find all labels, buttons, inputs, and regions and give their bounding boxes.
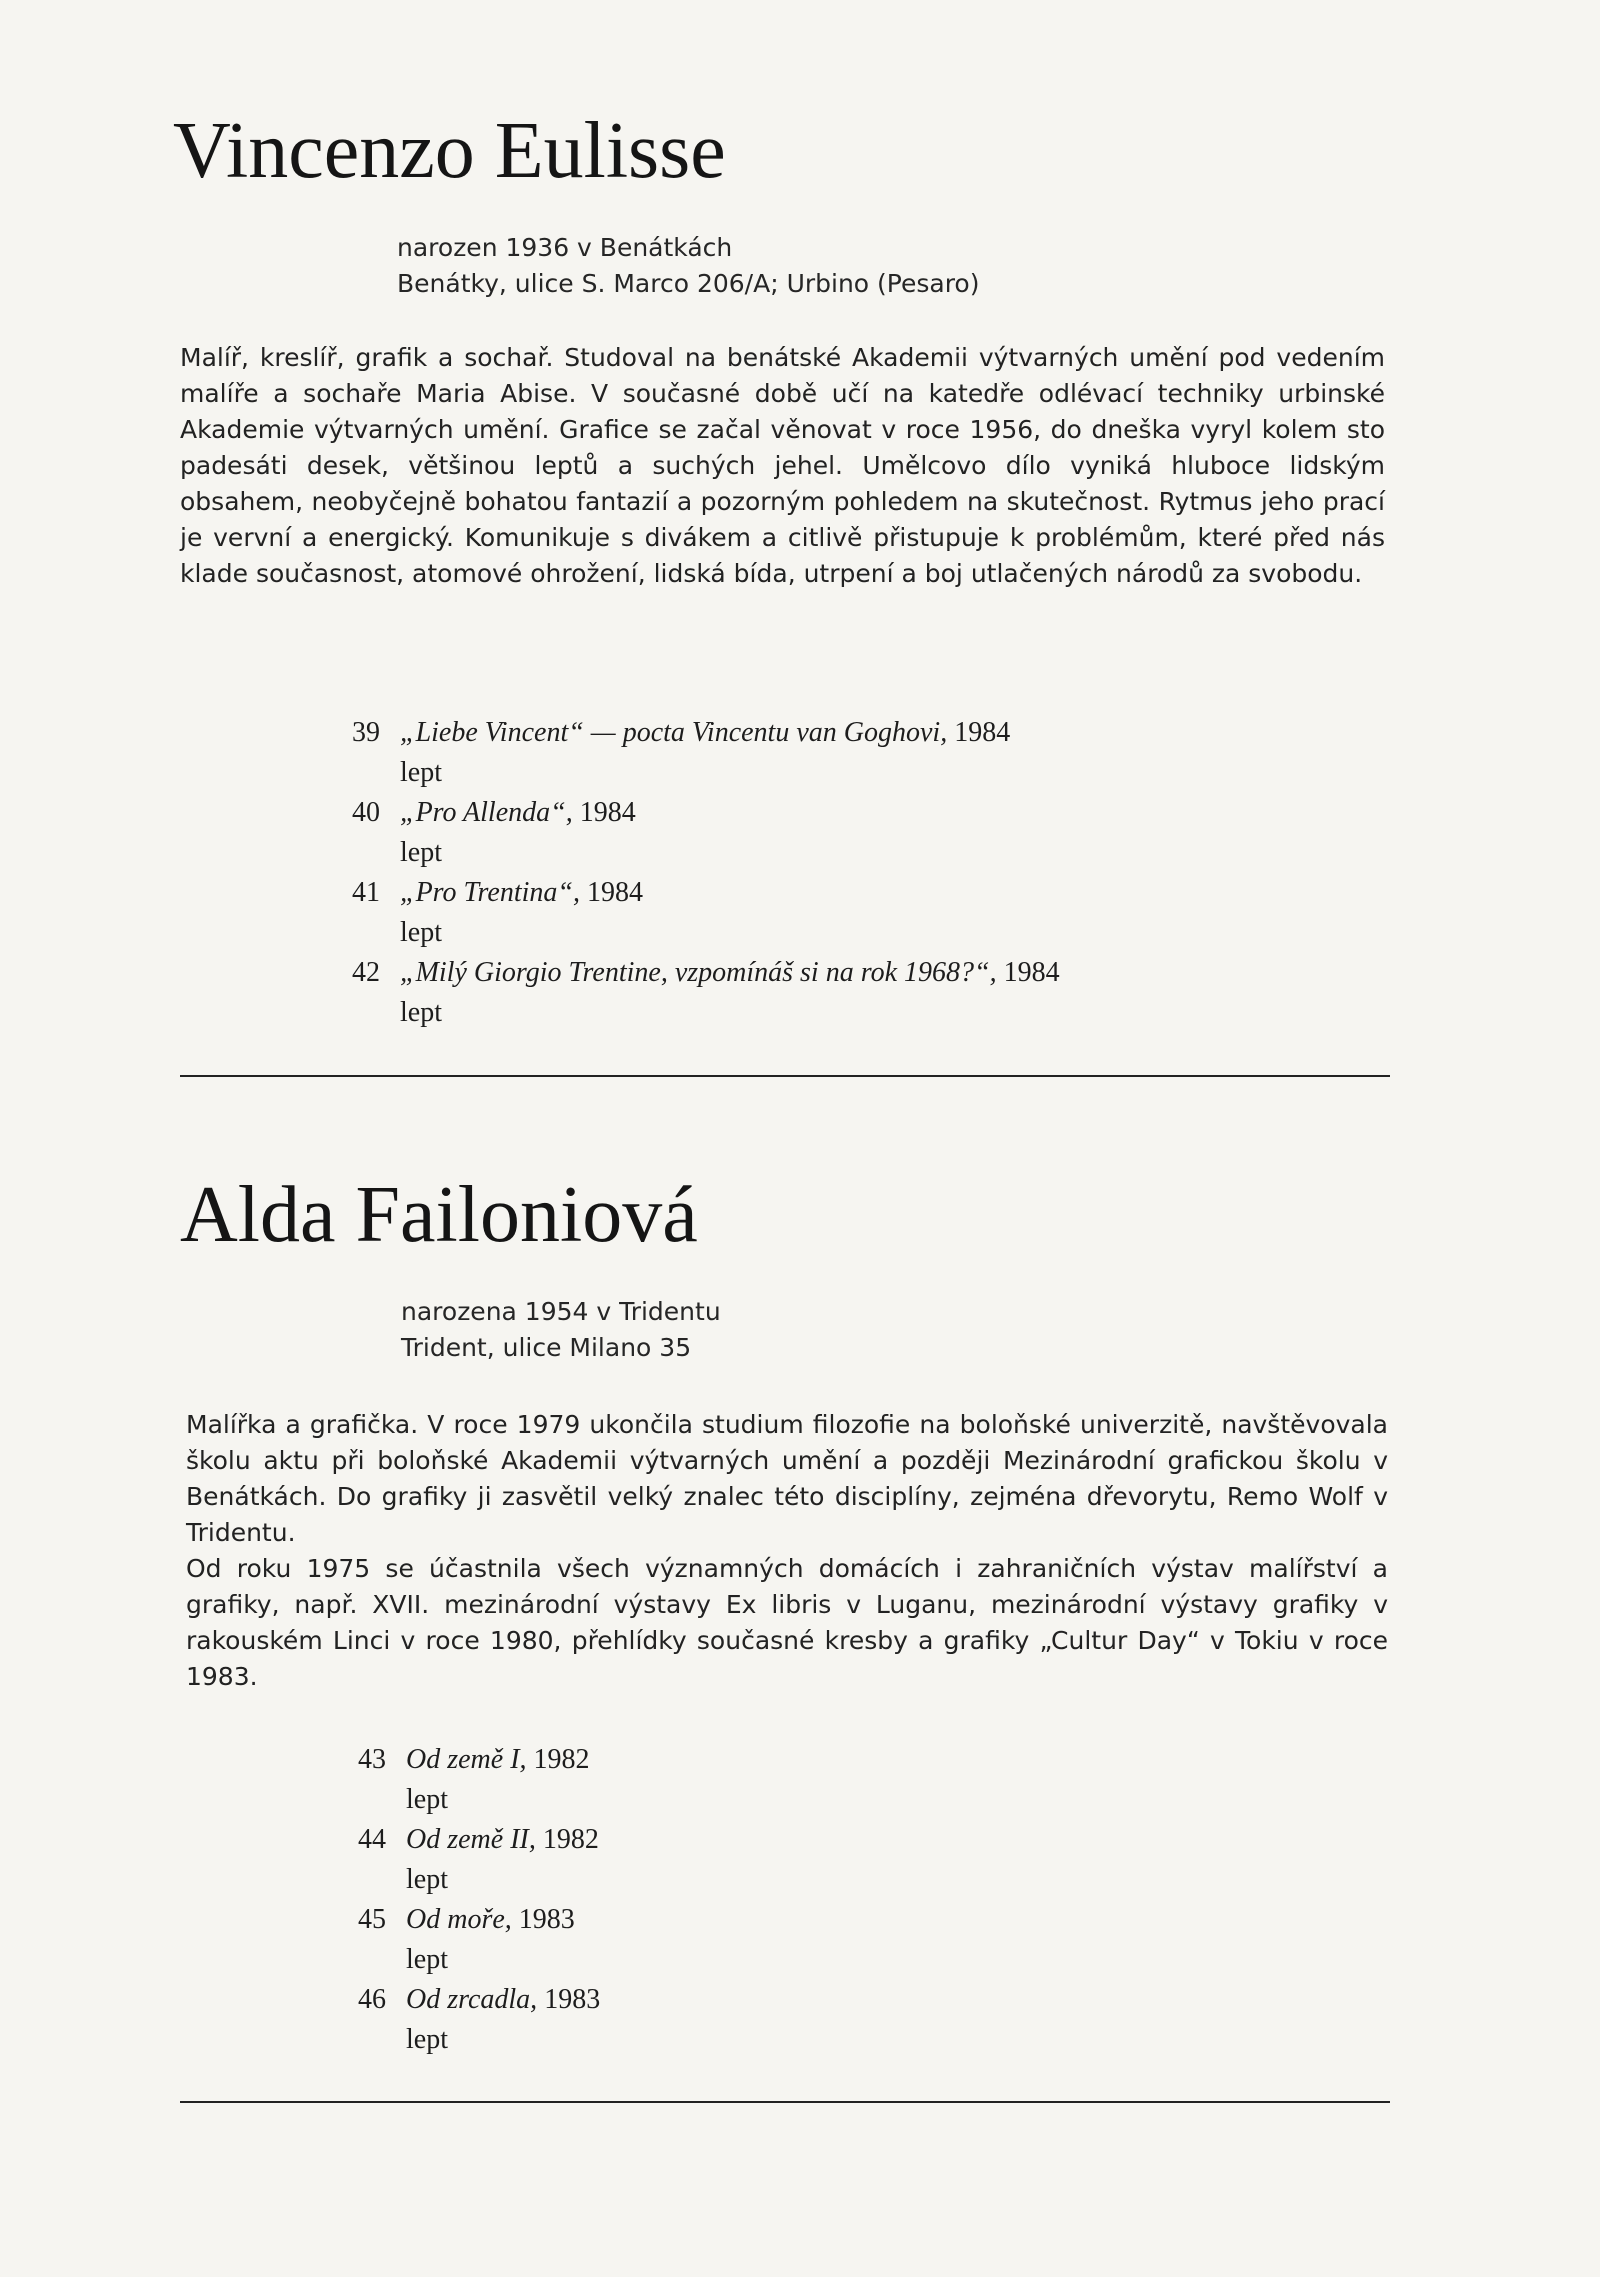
work-number: 41 [352,877,380,908]
work-title: Od zrcadla, [406,1984,538,2015]
artist-description: Malíř, kreslíř, grafik a sochař. Studoval na benátské Akademii výtvarných umění pod vedením malíře a sochaře Maria Abise. V současné době učí na katedře odlévací techniky urbinské Akademie výtvarných umění. Grafice se začal věnovat v roce 1956, do dneška vyryl kolem sto padesáti desek, většinou leptů a suchých jehel. Umělcovo dílo vyniká hluboce lidským obsahem, neobyčejně bohatou fantazií a pozorným pohledem na skutečnost. Rytmus jeho prací je vervní a energický. Komunikuje s divákem a citlivě přistupuje k problémům, které před nás klade současnost, atomové ohrožení, lidská bída, utrpení a boj utlačených národů za svobodu. [180,343,1385,588]
work-year: 1983 [544,1984,601,2015]
work-technique: lept [406,1944,448,1975]
work-technique: lept [406,1784,448,1815]
work-title: „Pro Trentina“, [400,877,580,908]
work-technique: lept [400,837,442,868]
work-number: 45 [358,1904,386,1935]
work-title: „Liebe Vincent“ — pocta Vincentu van Goghovi, [400,717,948,748]
work-year: 1983 [518,1904,575,1935]
work-item [320,873,1400,953]
address-line: Benátky, ulice S. Marco 206/A; Urbino (Pesaro) [397,269,980,298]
work-item [320,793,1400,873]
artist-name: Alda Failoniová [180,1171,698,1259]
work-year: 1982 [542,1824,599,1855]
work-number: 40 [352,797,380,828]
work-item [320,713,1400,793]
work-year: 1984 [1003,957,1060,988]
work-technique: lept [400,757,442,788]
works-list [326,1740,1386,2060]
work-number: 39 [352,717,380,748]
work-technique: lept [406,1864,448,1895]
section-divider [180,2101,1390,2103]
artist-name: Vincenzo Eulisse [173,107,726,195]
work-year: 1982 [533,1744,590,1775]
work-technique: lept [400,917,442,948]
work-year: 1984 [579,797,636,828]
work-title: Od země II, [406,1824,536,1855]
work-year: 1984 [586,877,643,908]
work-item [326,1740,1386,1820]
work-technique: lept [400,997,442,1028]
work-item [320,953,1400,1033]
work-item [326,1980,1386,2060]
artist-bio [397,230,979,302]
artist-bio [401,1294,721,1366]
birth-line: narozen 1936 v Benátkách [397,233,733,262]
work-number: 46 [358,1984,386,2015]
work-number: 42 [352,957,380,988]
artist-description: Malířka a grafička. V roce 1979 ukončila studium filozofie na boloňské univerzitě, navštěvovala školu aktu při boloňské Akademii výtvarných umění a později Mezinárodní grafickou školu v Benátkách. Do grafiky ji zasvětil velký znalec této disciplíny, zejména dřevorytu, Remo Wolf v Tridentu. [186,1410,1388,1547]
section-divider [180,1075,1390,1077]
work-title: Od moře, [406,1904,512,1935]
work-title: „Milý Giorgio Trentine, vzpomínáš si na rok 1968?“, [400,957,997,988]
work-number: 43 [358,1744,386,1775]
work-title: „Pro Allenda“, [400,797,573,828]
work-number: 44 [358,1824,386,1855]
birth-line: narozena 1954 v Tridentu [401,1297,721,1326]
works-list [320,713,1400,1033]
work-item [326,1900,1386,1980]
work-technique: lept [406,2024,448,2055]
work-item [326,1820,1386,1900]
work-year: 1984 [954,717,1011,748]
artist-description-continued: Od roku 1975 se účastnila všech významných domácích i zahraničních výstav malířství a grafiky, např. XVII. mezinárodní výstavy Ex libris v Luganu, mezinárodní výstavy grafiky v rakouském Linci v roce 1980, přehlídky současné kresby a grafiky „Cultur Day“ v Tokiu v roce 1983. [186,1554,1388,1691]
work-title: Od země I, [406,1744,527,1775]
address-line: Trident, ulice Milano 35 [401,1333,692,1362]
